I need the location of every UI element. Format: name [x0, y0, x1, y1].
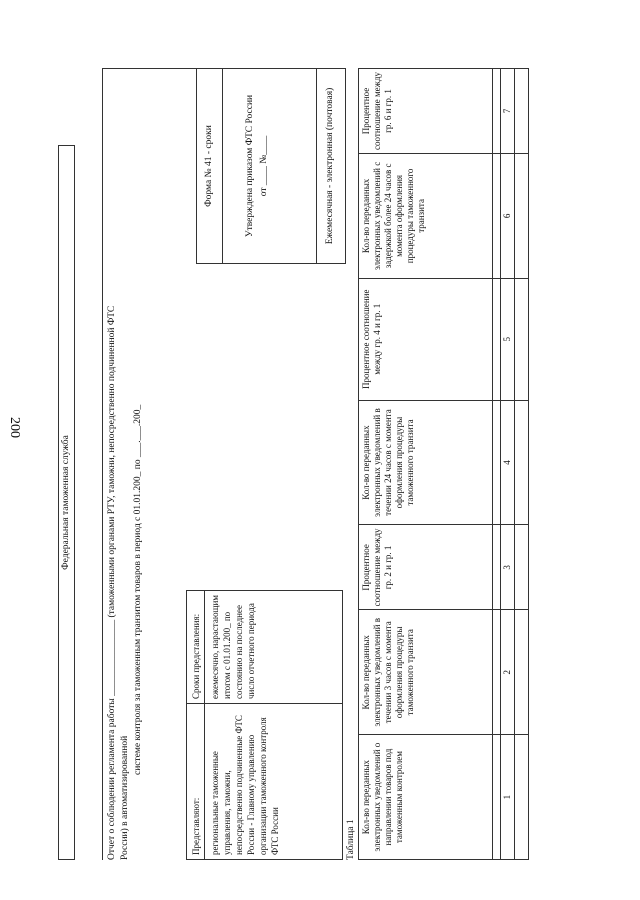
- approval-line-1: Утверждена приказом ФТС России: [245, 94, 255, 238]
- header-cell: Кол-во переданных электронных уведомлений о направлении товаров под таможенным контролем: [359, 735, 493, 860]
- submission-terms-box: [186, 590, 343, 860]
- terms-divider: [187, 703, 342, 704]
- submission-terms-header: [187, 591, 205, 859]
- form-periodicity: Ежемесячная - электронная (почтовая): [325, 87, 335, 245]
- header-cell: Кол-во переданных электронных уведомлений с задержкой более 24 часов с момента оформления процедуры таможенного транзита: [359, 154, 493, 279]
- report-title-line-1: Отчет о соблюдении регламента работы ________________ (таможенными органами РТУ, таможни, непосредственно подчиненной ФТС России) в автоматизированной: [107, 305, 130, 860]
- submitters-header: Представляют:: [191, 797, 201, 855]
- deadline-header: Сроки представления:: [191, 613, 201, 699]
- report-table: [358, 68, 529, 860]
- empty-cell: [493, 400, 501, 525]
- column-number-row: [501, 69, 515, 860]
- column-number: 2: [501, 610, 515, 735]
- header-cell: Кол-во переданных электронных уведомлений в течении 3 часов с момента оформления процедуры таможенного транзита: [359, 610, 493, 735]
- data-cell: [515, 735, 529, 860]
- agency-header: Федеральная таможенная служба: [58, 145, 75, 860]
- empty-cell: [493, 69, 501, 154]
- header-cell: Процентное соотношение между гр. 4 и гр. 1: [359, 278, 493, 400]
- data-cell: [515, 610, 529, 735]
- column-number: 7: [501, 69, 515, 154]
- column-number: 1: [501, 735, 515, 860]
- form-number: Форма № 41 - сроки: [197, 69, 223, 263]
- column-number: 4: [501, 400, 515, 525]
- data-cell: [515, 525, 529, 610]
- form-info-box: [196, 68, 346, 264]
- empty-cell: [493, 525, 501, 610]
- empty-cell: [493, 610, 501, 735]
- header-cell: Процентное соотношение между гр. 2 и гр. 1: [359, 525, 493, 610]
- table-spacer-row: [493, 69, 501, 860]
- page-number: 200: [7, 417, 22, 438]
- table-data-row: [515, 69, 529, 860]
- submitters-text: региональные таможенные управления, таможни, непосредственно подчиненные ФТС России - Главному управлению организации таможенного контроля ФТС России: [210, 715, 280, 855]
- column-number: 6: [501, 154, 515, 279]
- rotated-document-page: [58, 30, 578, 860]
- report-title-line-2: системе контроля за таможенным транзитом товаров в период с 01.01.200_ по ___.___.200_: [133, 404, 143, 775]
- table-caption: Таблица 1: [346, 819, 356, 860]
- data-cell: [515, 154, 529, 279]
- header-cell: Кол-во переданных электронных уведомлений в течении 24 часов с момента оформления процедуры таможенного транзита: [359, 400, 493, 525]
- deadline-text: ежемесячно, нарастающим итогом с 01.01.200_ по состоянию на последнее число отчетного периода: [210, 595, 256, 699]
- report-title: [106, 280, 145, 860]
- data-cell: [515, 278, 529, 400]
- empty-cell: [493, 278, 501, 400]
- table-header-row: [359, 69, 493, 860]
- column-number: 5: [501, 278, 515, 400]
- data-cell: [515, 400, 529, 525]
- form-approval: [223, 69, 317, 263]
- empty-cell: [493, 735, 501, 860]
- data-cell: [515, 69, 529, 154]
- empty-cell: [493, 154, 501, 279]
- header-cell: Процентное соотношение между гр. 6 и гр. 1: [359, 69, 493, 154]
- approval-line-2: от ____ №____: [259, 135, 269, 197]
- column-number: 3: [501, 525, 515, 610]
